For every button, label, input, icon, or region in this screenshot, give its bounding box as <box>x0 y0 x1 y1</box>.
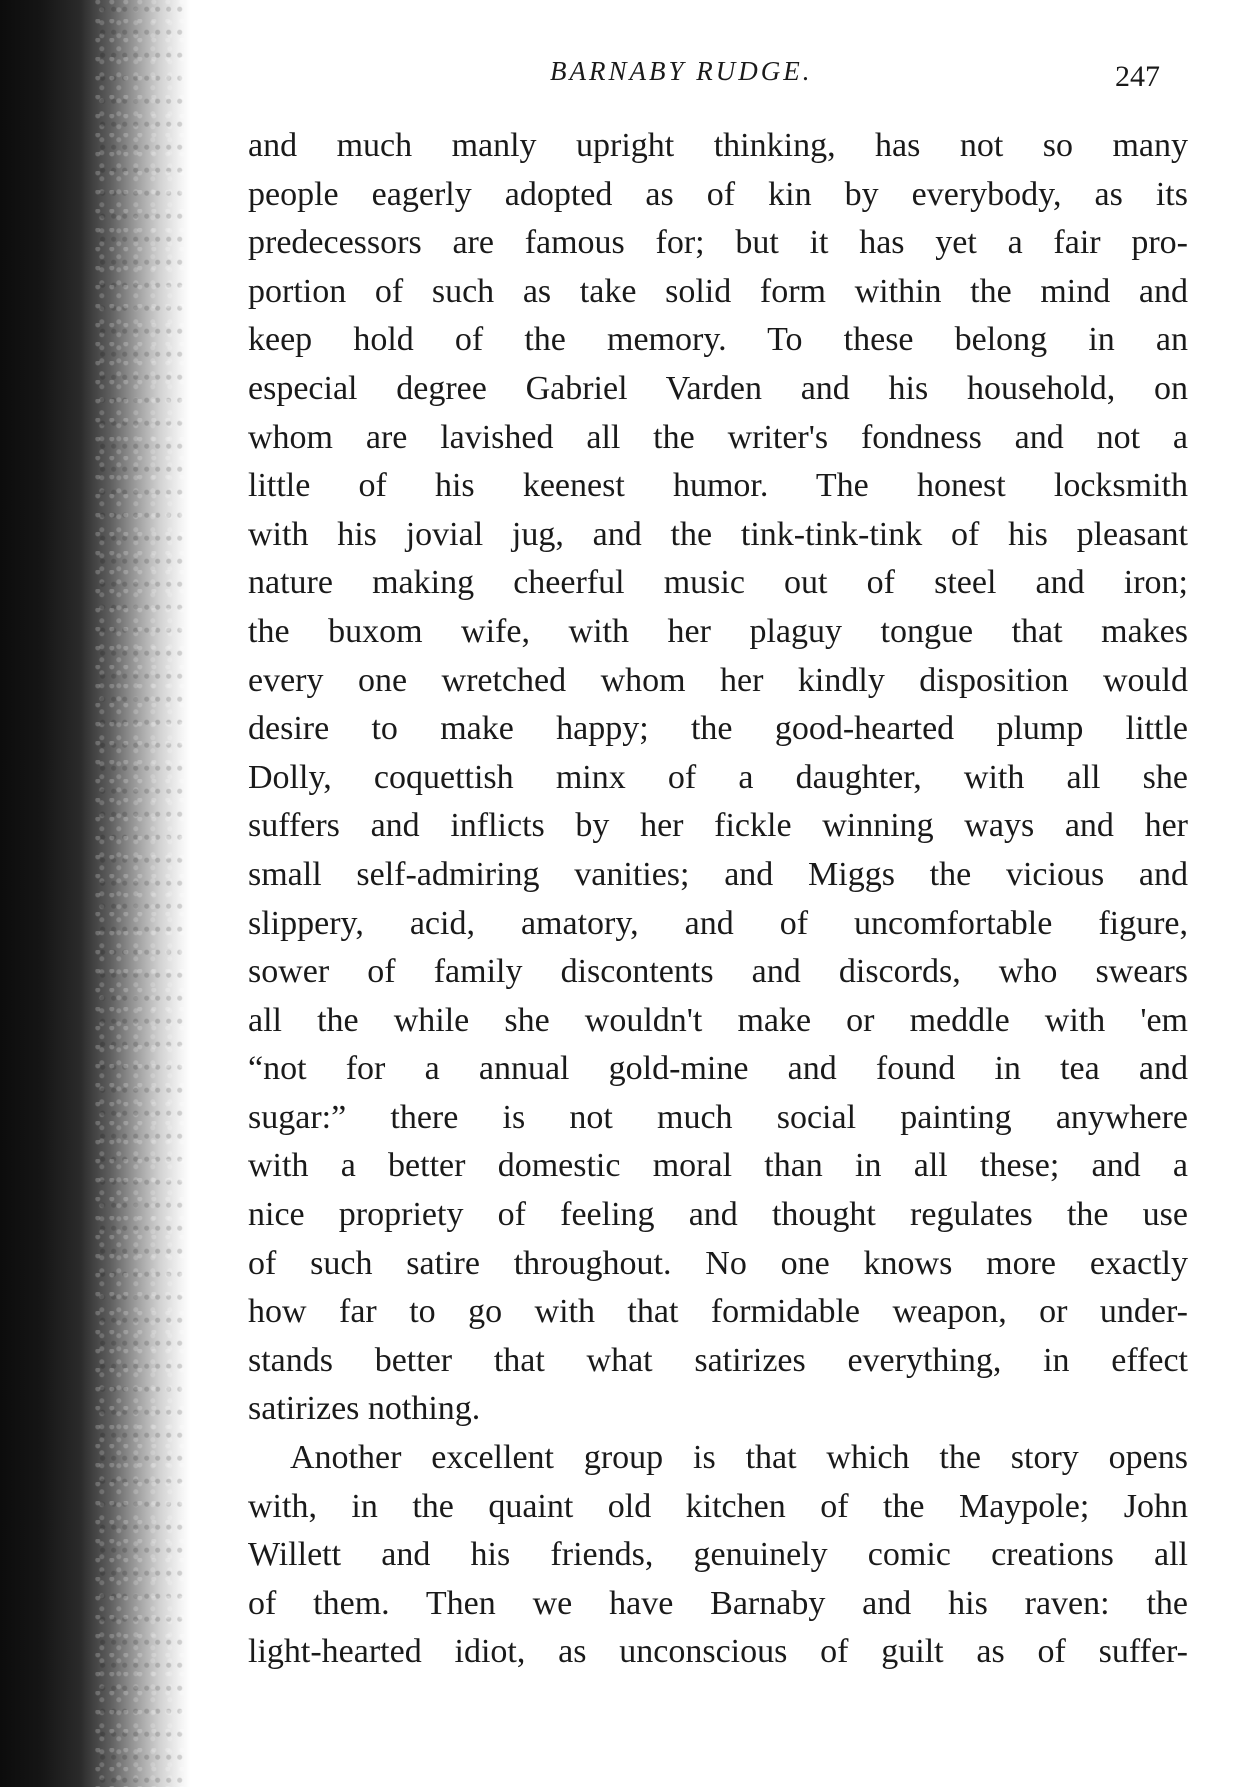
text-line: light-hearted idiot, as unconscious of guilt as of suffer- <box>248 1633 1188 1671</box>
text-line: how far to go with that formidable weapon, or under- <box>248 1293 1188 1331</box>
text-line: of such satire throughout. No one knows more exactly <box>248 1244 1188 1282</box>
text-line: sugar:” there is not much social painting anywhere <box>248 1098 1188 1136</box>
text-line: portion of such as take solid form within the mind and <box>248 272 1188 310</box>
text-line: Willett and his friends, genuinely comic creations all <box>248 1536 1188 1574</box>
text-line: keep hold of the memory. To these belong in an <box>248 321 1188 359</box>
text-line: people eagerly adopted as of kin by everybody, as its <box>248 175 1188 213</box>
text-line: the buxom wife, with her plaguy tongue that makes <box>248 612 1188 650</box>
text-line: nature making cheerful music out of steel and iron; <box>248 564 1188 602</box>
paragraph <box>248 122 1188 1434</box>
text-line: with his jovial jug, and the tink-tink-tink of his pleasant <box>248 515 1188 553</box>
text-line: Dolly, coquettish minx of a daughter, with all she <box>248 758 1188 796</box>
text-line: little of his keenest humor. The honest locksmith <box>248 467 1188 505</box>
text-line: with, in the quaint old kitchen of the Maypole; John <box>248 1487 1188 1525</box>
running-title: BARNABY RUDGE. <box>550 56 813 86</box>
text-line: of them. Then we have Barnaby and his raven: the <box>248 1584 1188 1622</box>
text-line: all the while she wouldn't make or meddle with 'em <box>248 1001 1188 1039</box>
text-line: “not for a annual gold-mine and found in tea and <box>248 1050 1188 1088</box>
paragraph <box>248 1434 1188 1677</box>
text-line: nice propriety of feeling and thought regulates the use <box>248 1196 1188 1234</box>
text-line: slippery, acid, amatory, and of uncomfortable figure, <box>248 904 1188 942</box>
text-line: small self-admiring vanities; and Miggs the vicious and <box>248 855 1188 893</box>
scan-gutter-texture <box>95 0 185 1787</box>
text-line: stands better that what satirizes everything, in effect <box>248 1341 1188 1379</box>
text-line: predecessors are famous for; but it has yet a fair pro- <box>248 224 1188 262</box>
page-number: 247 <box>1115 60 1160 93</box>
body-text <box>248 122 1188 1677</box>
text-line: suffers and inflicts by her fickle winning ways and her <box>248 807 1188 845</box>
text-line: and much manly upright thinking, has not so many <box>248 127 1188 164</box>
text-line: Another excellent group is that which the story opens <box>290 1439 1188 1477</box>
text-line: especial degree Gabriel Varden and his household, on <box>248 369 1188 407</box>
text-line: satirizes nothing. <box>248 1390 481 1428</box>
page-header <box>250 56 1180 106</box>
text-line: every one wretched whom her kindly disposition would <box>248 661 1188 699</box>
text-line: desire to make happy; the good-hearted plump little <box>248 710 1188 748</box>
text-line: with a better domestic moral than in all these; and a <box>248 1147 1188 1185</box>
text-line: whom are lavished all the writer's fondness and not a <box>248 418 1188 456</box>
text-line: sower of family discontents and discords, who swears <box>248 953 1188 991</box>
